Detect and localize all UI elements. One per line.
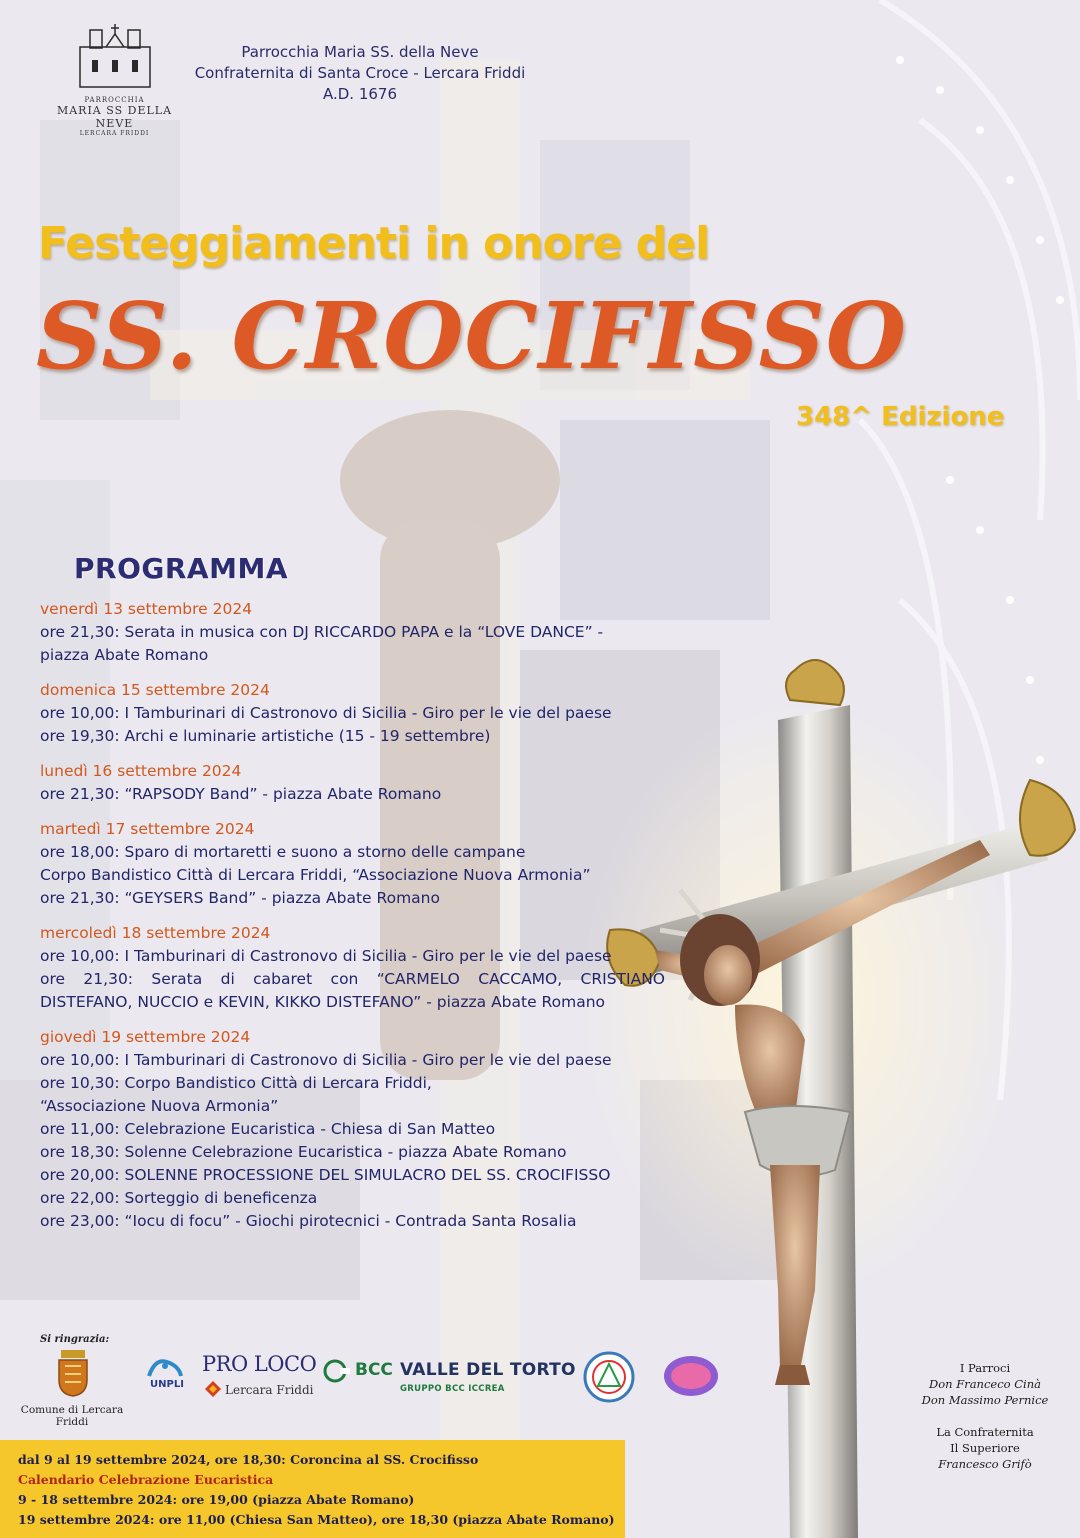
gruppo-label: GRUPPO BCC ICCREA	[400, 1384, 505, 1394]
proloco-sublabel: Lercara Friddi	[225, 1383, 314, 1397]
event-line: piazza Abate Romano	[40, 646, 209, 664]
program-list	[40, 598, 665, 1245]
comune-label: Comune di Lercara Friddi	[20, 1404, 124, 1428]
day-date: martedì 17 settembre 2024	[40, 820, 255, 838]
title-main: SS. CROCIFISSO	[36, 282, 908, 390]
founding-year: A.D. 1676	[322, 85, 398, 103]
logo-line2: MARIA SS DELLA NEVE	[56, 104, 173, 130]
day-date: venerdì 13 settembre 2024	[40, 600, 253, 618]
event-line: ore 19,30: Archi e luminarie artistiche (15 - 19 settembre)	[40, 727, 491, 745]
event-line: DISTEFANO, NUCCIO e KEVIN, KIKKO DISTEFANO” - piazza Abate Romano	[40, 993, 606, 1011]
event-line: ore 23,00: “Iocu di focu” - Giochi pirotecnici - Contrada Santa Rosalia	[40, 1212, 577, 1230]
event-line: ore 22,00: Sorteggio di beneficenza	[40, 1189, 318, 1207]
love-dance-logo-icon	[662, 1352, 720, 1400]
program-day	[40, 1026, 665, 1233]
proloco-diamond-icon	[204, 1380, 222, 1398]
parish-name: Parrocchia Maria SS. della Neve	[241, 43, 479, 61]
event-line: ore 10,30: Corpo Bandistico Città di Lercara Friddi,	[40, 1074, 432, 1092]
event-line: ore 18,00: Sparo di mortaretti e suono a storno delle campane	[40, 843, 526, 861]
superiore-title: Il Superiore	[950, 1441, 1020, 1455]
title-subtitle: Festeggiamenti in onore del	[38, 218, 710, 269]
day-date: mercoledì 18 settembre 2024	[40, 924, 271, 942]
parroci-title: I Parroci	[959, 1361, 1011, 1375]
proloco-label: PRO LOCO	[202, 1352, 317, 1376]
program-day	[40, 679, 665, 748]
program-day	[40, 922, 665, 1014]
event-line: ore 21,30: Serata in musica con DJ RICCARDO PAPA e la “LOVE DANCE” -	[40, 623, 604, 641]
day-date: domenica 15 settembre 2024	[40, 681, 270, 699]
event-line: ore 10,00: I Tamburinari di Castronovo di Sicilia - Giro per le vie del paese	[40, 1051, 612, 1069]
event-line: ore 10,00: I Tamburinari di Castronovo di Sicilia - Giro per le vie del paese	[40, 704, 612, 722]
signatures	[900, 1360, 1070, 1472]
parroco-name: Don Massimo Pernice	[921, 1393, 1049, 1407]
event-line: “Associazione Nuova Armonia”	[40, 1097, 279, 1115]
unpli-label: UNPLI	[150, 1379, 184, 1390]
event-line: Corpo Bandistico Città di Lercara Friddi, “Associazione Nuova Armonia”	[40, 866, 591, 884]
bcc-logo-icon	[322, 1358, 352, 1384]
parroco-name: Don Franceco Cinà	[929, 1377, 1041, 1391]
footer-line: Calendario Celebrazione Eucaristica	[18, 1472, 274, 1487]
association-logo-icon	[582, 1350, 636, 1404]
confraternita-title: La Confraternita	[936, 1425, 1034, 1439]
footer-box	[0, 1440, 625, 1538]
comune-crest-icon	[55, 1348, 91, 1398]
confraternity-name: Confraternita di Santa Croce - Lercara Friddi	[194, 64, 526, 82]
thanks-label: Si ringrazia:	[40, 1334, 110, 1345]
event-line: ore 21,30: “RAPSODY Band” - piazza Abate Romano	[40, 785, 442, 803]
unpli-logo-icon	[145, 1356, 185, 1380]
day-date: lunedì 16 settembre 2024	[40, 762, 242, 780]
header-text	[170, 42, 550, 105]
bcc-label: BCC	[355, 1360, 393, 1380]
valle-label: VALLE DEL TORTO	[400, 1360, 576, 1380]
event-line: ore 10,00: I Tamburinari di Castronovo di Sicilia - Giro per le vie del paese	[40, 947, 612, 965]
footer-line: dal 9 al 19 settembre 2024, ore 18,30: Coroncina al SS. Crocifisso	[18, 1452, 479, 1467]
church-icon	[70, 22, 160, 90]
event-line: ore 11,00: Celebrazione Eucaristica - Chiesa di San Matteo	[40, 1120, 496, 1138]
day-date: giovedì 19 settembre 2024	[40, 1028, 251, 1046]
event-line: ore 21,30: “GEYSERS Band” - piazza Abate Romano	[40, 889, 440, 907]
logo-line1: PARROCCHIA	[84, 96, 145, 104]
program-day	[40, 760, 665, 806]
program-day	[40, 818, 665, 910]
edition-label: 348^ Edizione	[796, 402, 1005, 432]
footer-line: 19 settembre 2024: ore 11,00 (Chiesa San Matteo), ore 18,30 (piazza Abate Romano)	[18, 1512, 615, 1527]
event-line: ore 20,00: SOLENNE PROCESSIONE DEL SIMULACRO DEL SS. CROCIFISSO	[40, 1166, 611, 1184]
program-day	[40, 598, 665, 667]
logo-line3: LERCARA FRIDDI	[79, 130, 150, 137]
footer-line: 9 - 18 settembre 2024: ore 19,00 (piazza Abate Romano)	[18, 1492, 415, 1507]
parish-logo	[42, 22, 187, 137]
superiore-name: Francesco Grifò	[938, 1457, 1032, 1471]
programma-heading: PROGRAMMA	[74, 552, 288, 585]
event-line: ore 21,30: Serata di cabaret con “CARMELO CACCAMO, CRISTIANO	[40, 970, 665, 988]
event-line: ore 18,30: Solenne Celebrazione Eucaristica - piazza Abate Romano	[40, 1143, 567, 1161]
